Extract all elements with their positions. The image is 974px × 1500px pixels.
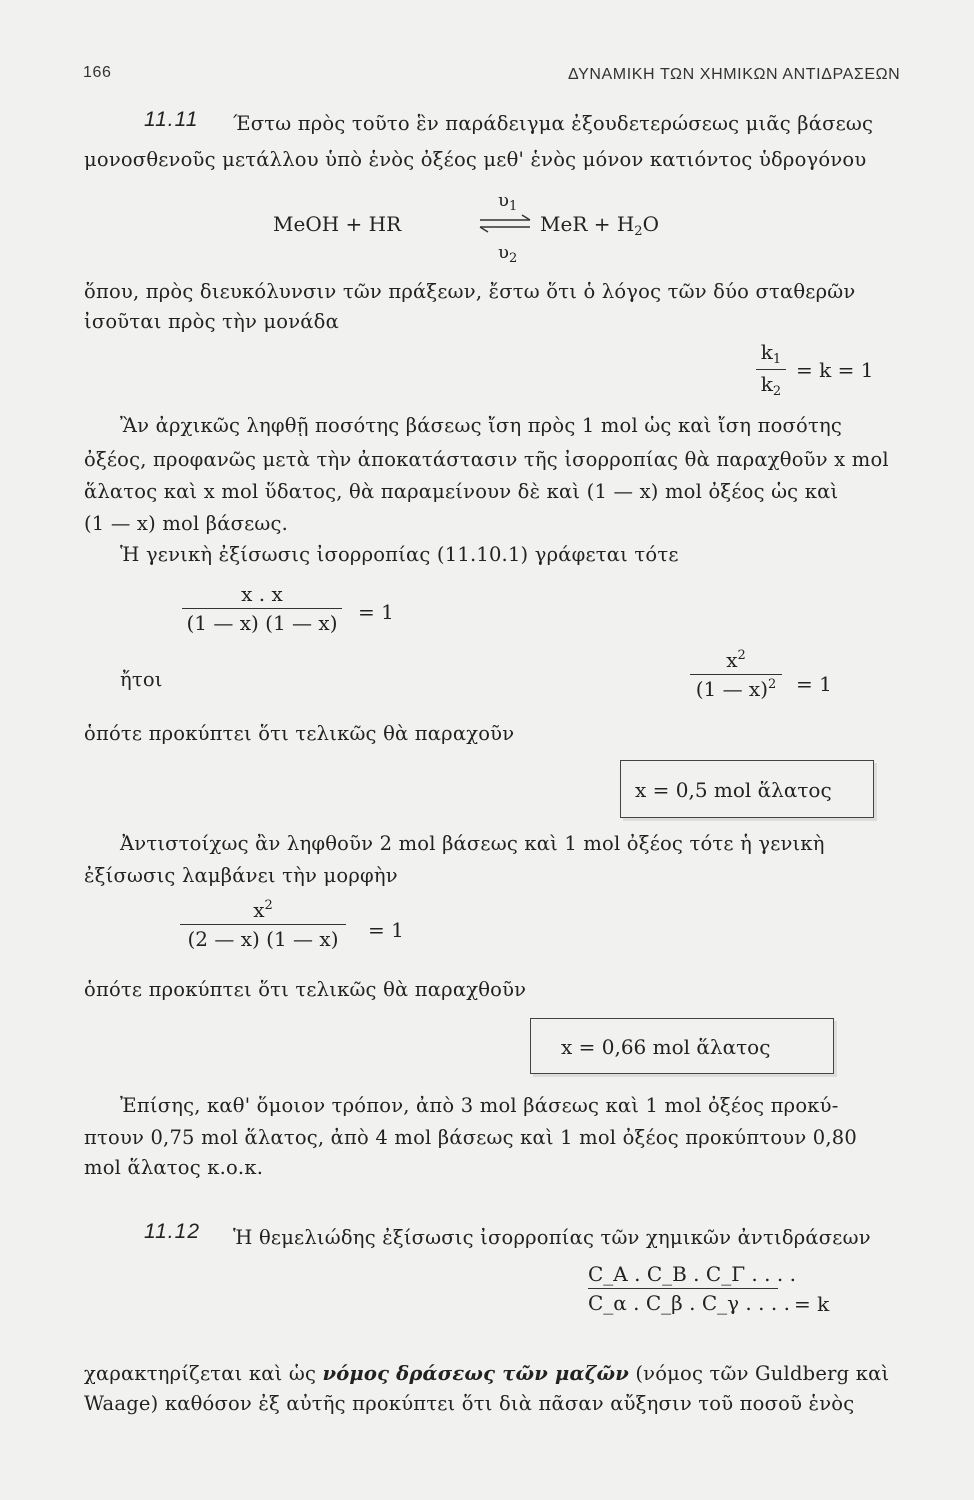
equation-fraction: $x^2$ (2 — x) (1 — x) xyxy=(180,898,346,951)
result-value: x = 0,5 mol ἅλατος xyxy=(635,778,832,802)
text-line: ὁπότε προκύπτει ὅτι τελικῶς θὰ παραχοῦν xyxy=(84,722,515,745)
text-line: Ἐπίσης, καθ' ὅμοιον τρόπον, ἀπὸ 3 mol βάσεως καὶ 1 mol ὀξέος προκύ- xyxy=(120,1094,839,1117)
ratio-rhs: = k = 1 xyxy=(796,358,874,382)
text-line: ἐξίσωσις λαμβάνει τὴν μορφὴν xyxy=(84,864,398,887)
text-line: Ἂν ἀρχικῶς ληφθῇ ποσότης βάσεως ἴση πρὸς 1 mol ὡς καὶ ἴση ποσότης xyxy=(120,414,842,437)
text-line: ὅπου, πρὸς διευκόλυνσιν τῶν πράξεων, ἔστω ὅτι ὁ λόγος τῶν δύο σταθερῶν xyxy=(84,280,856,303)
text-line: χαρακτηρίζεται καὶ ὡς νόμος δράσεως τῶν μαζῶν (νόμος τῶν Guldberg καὶ xyxy=(84,1362,890,1385)
section-number-11-11: 11.11 xyxy=(144,108,199,131)
result-box xyxy=(620,760,874,818)
equation-fraction: $x^2$ (1 — x)$^2$ xyxy=(690,648,782,701)
rate-forward: $\upsilon_1$ xyxy=(498,190,518,214)
equation-fraction: C_A . C_B . C_Γ . . . . C_α . C_β . C_γ . . . . xyxy=(588,1262,796,1315)
reaction-right: MeR + $H_2O$ xyxy=(540,212,659,239)
text-word: ἤτοι xyxy=(120,668,163,691)
text-line: πτουν 0,75 mol ἅλατος, ἀπὸ 4 mol βάσεως καὶ 1 mol ὀξέος προκύπτουν 0,80 xyxy=(84,1126,857,1149)
result-box xyxy=(530,1018,834,1074)
rate-reverse: $\upsilon_2$ xyxy=(498,242,518,266)
equation-rhs: = 1 xyxy=(368,918,404,942)
text-line: Ἡ θεμελιώδης ἐξίσωσις ἰσορροπίας τῶν χημικῶν ἀντιδράσεων xyxy=(233,1226,871,1249)
section-number-11-12: 11.12 xyxy=(144,1220,200,1243)
text-line: μονοσθενοῦς μετάλλου ὑπὸ ἑνὸς ὀξέος μεθ' ἑνὸς μόνον κατιόντος ὑδρογόνου xyxy=(84,148,867,171)
text-line: Έστω πρὸς τοῦτο ἓν παράδειγμα ἐξουδετερώσεως μιᾶς βάσεως xyxy=(233,112,874,135)
equation-rhs: = 1 xyxy=(796,672,832,696)
running-title: ΔΥΝΑΜΙΚΗ ΤΩΝ ΧΗΜΙΚΩΝ ΑΝΤΙΔΡΑΣΕΩΝ xyxy=(568,66,901,83)
reaction-left: MeOH + HR xyxy=(273,212,402,236)
ratio-fraction: $k_1$ $k_2$ xyxy=(756,340,786,399)
text-line: ἅλατος καὶ x mol ὕδατος, θὰ παραμείνουν δὲ καὶ (1 — x) mol ὀξέος ὡς καὶ xyxy=(84,480,839,503)
page-number: 166 xyxy=(83,64,112,81)
equation-rhs: = k xyxy=(794,1292,830,1316)
text-line: ὁπότε προκύπτει ὅτι τελικῶς θὰ παραχθοῦν xyxy=(84,978,527,1001)
text-line: (1 — x) mol βάσεως. xyxy=(84,512,289,535)
text-line: Ἀντιστοίχως ἂν ληφθοῦν 2 mol βάσεως καὶ 1 mol ὀξέος τότε ἡ γενικὴ xyxy=(120,832,825,855)
equation-fraction: x . x (1 — x) (1 — x) xyxy=(182,582,342,635)
result-value: x = 0,66 mol ἅλατος xyxy=(561,1035,771,1059)
text-line: ἰσοῦται πρὸς τὴν μονάδα xyxy=(84,310,339,333)
emphasis-text: νόμος δράσεως τῶν μαζῶν xyxy=(322,1362,629,1385)
equation-rhs: = 1 xyxy=(358,600,394,624)
equilibrium-arrows-icon xyxy=(478,214,534,234)
text-line: Waage) καθόσον ἐξ αὐτῆς προκύπτει ὅτι διὰ πᾶσαν αὔξησιν τοῦ ποσοῦ ἑνὸς xyxy=(84,1392,855,1415)
text-line: mol ἅλατος κ.ο.κ. xyxy=(84,1156,264,1179)
text-line: Ἡ γενικὴ ἐξίσωσις ἰσορροπίας (11.10.1) γράφεται τότε xyxy=(120,543,679,566)
text-line: ὀξέος, προφανῶς μετὰ τὴν ἀποκατάστασιν τῆς ἰσορροπίας θὰ παραχθοῦν x mol xyxy=(84,448,889,471)
